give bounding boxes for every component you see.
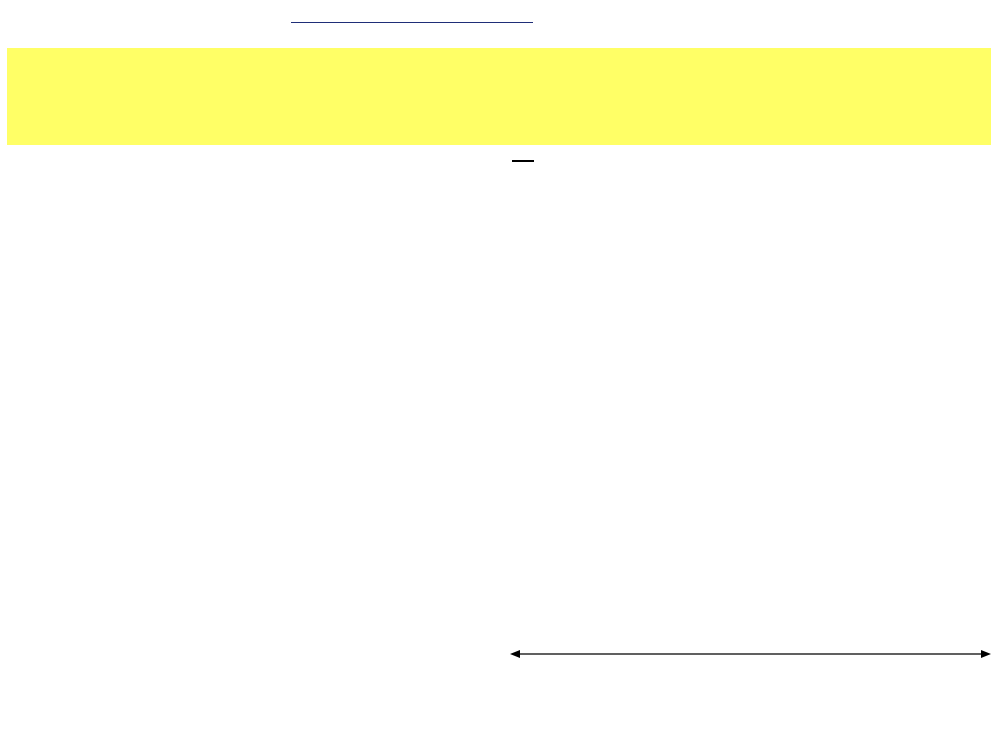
arrow-left-head [510,650,520,658]
header-bg-left [7,48,510,145]
arrow-right-head [981,650,991,658]
header-bg-takts [510,48,991,145]
